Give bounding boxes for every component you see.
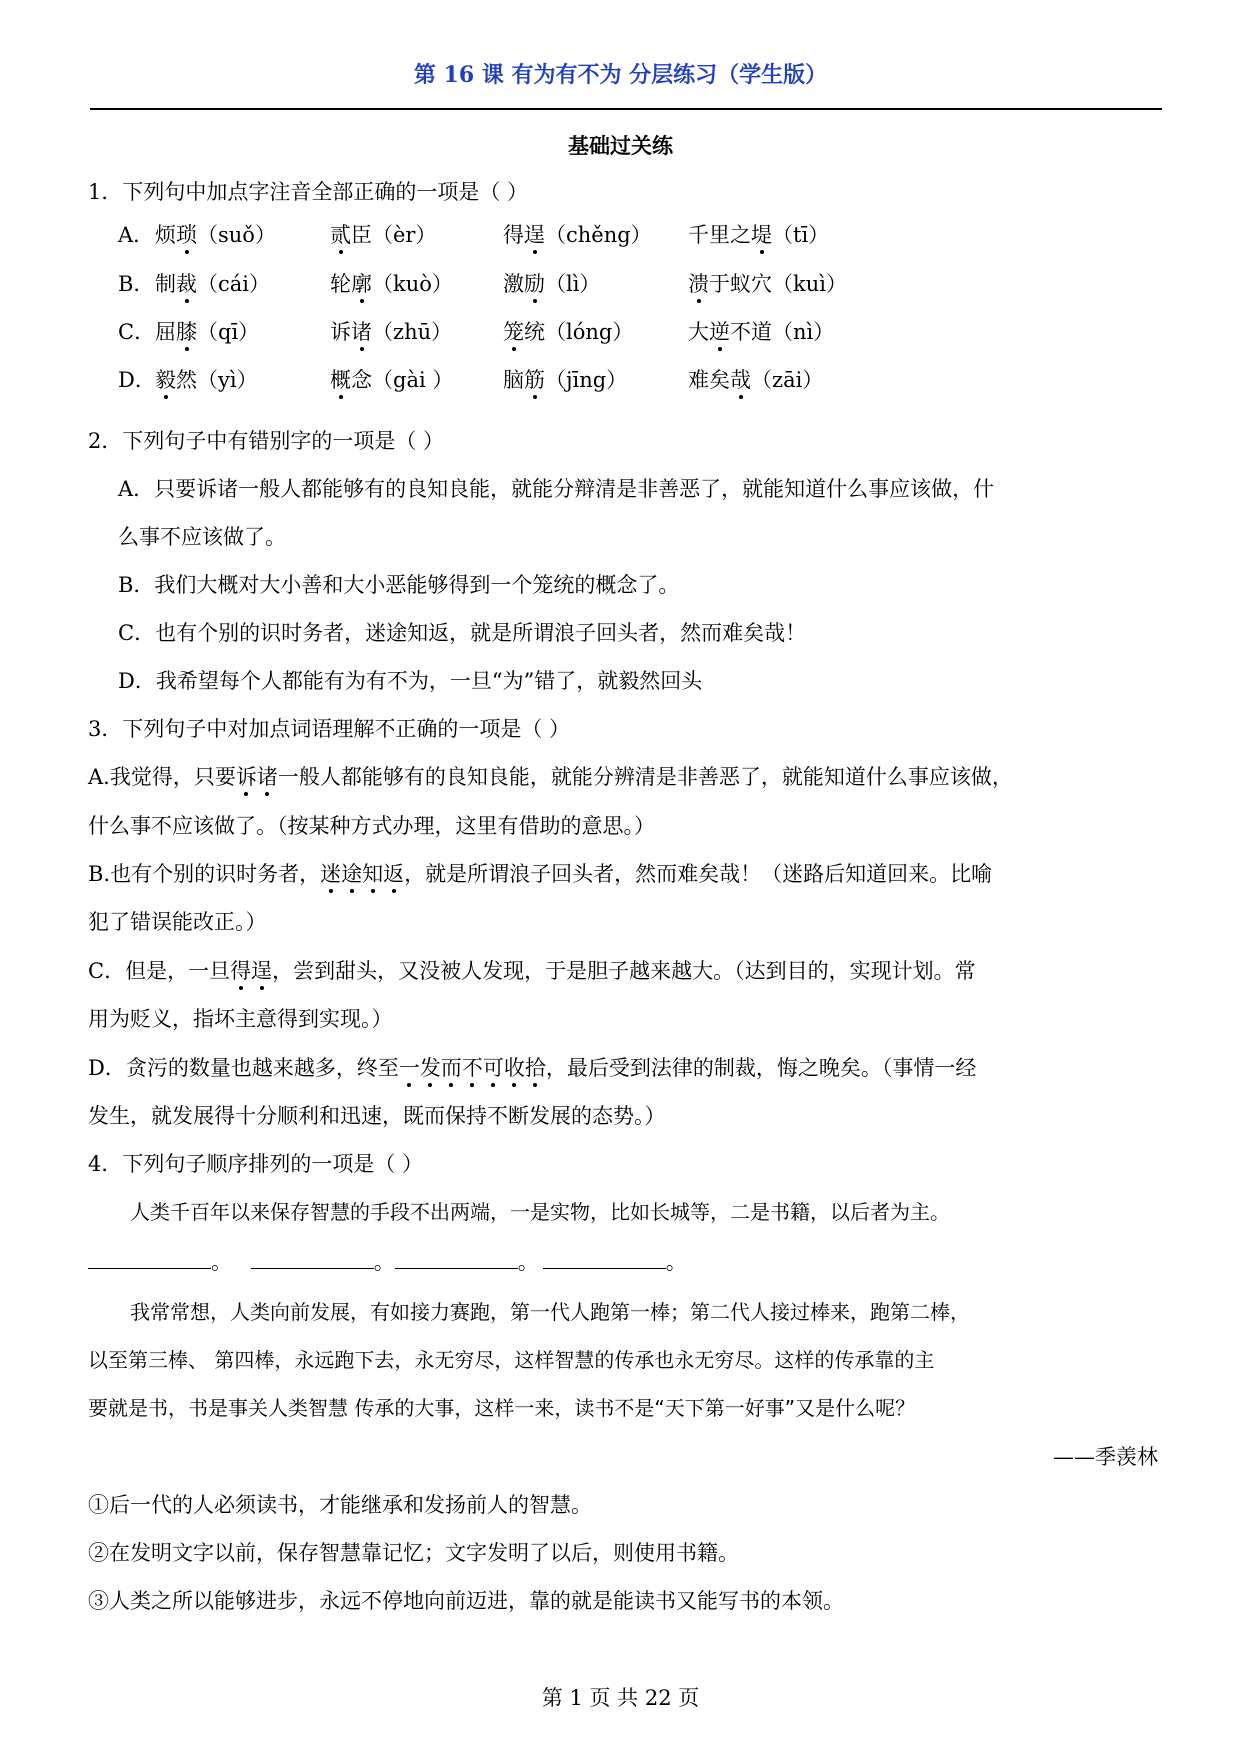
- q3-b-dotted-word: [320, 862, 404, 886]
- q3-d-pre: D．贪污的数量也越来越多，终至: [88, 1056, 399, 1080]
- pinyin: （nì）: [772, 320, 835, 344]
- q1-option-b-word-4: 溃于蚁穴（kuì）: [688, 272, 847, 296]
- pinyin: （gài ）: [372, 368, 454, 392]
- pinyin: （zāi）: [751, 368, 824, 392]
- q3-a-dotted-word: [236, 765, 278, 789]
- q3-option-a-line2: 什么事不应该做了。（按某种方式办理，这里有借助的意思。）: [88, 814, 655, 838]
- q2-option-b: B．我们大概对大小善和大小恶能够得到一个笼统的概念了。: [118, 573, 680, 597]
- q1-option-c-word-3: 笼统（lóng）: [503, 320, 634, 344]
- emphasis-dot-char: 逞: [524, 223, 545, 247]
- pinyin: （jīng）: [545, 368, 628, 392]
- pinyin: （lóng）: [545, 320, 634, 344]
- q4-passage-line1: 人类千百年以来保存智慧的手段不出两端，一是实物，比如长城等，二是书籍，以后者为主。: [130, 1200, 950, 1224]
- page-title: 第 16 课 有为有不为 分层练习（学生版）: [413, 62, 828, 88]
- emphasis-dot-char: 逞: [251, 959, 273, 983]
- emphasis-dot-char: 知: [362, 862, 384, 886]
- q3-option-a-line1: [88, 761, 1013, 791]
- q1-option-a-word-1: 烦琐（suǒ）: [155, 223, 276, 247]
- q1-option-c-word-2: 诉诸（zhū）: [330, 320, 453, 344]
- emphasis-dot-char: 拾: [524, 1056, 546, 1080]
- q3-option-c-line1: [88, 955, 976, 985]
- q3-c-pre: C．但是，一旦: [88, 959, 231, 983]
- q3-d-dotted-word: [399, 1056, 546, 1080]
- q3-c-dotted-word: [230, 959, 272, 983]
- q3-option-b-line1: [88, 858, 992, 888]
- q1-option-d-label: D．: [118, 368, 156, 392]
- emphasis-dot-char: 而: [440, 1056, 462, 1080]
- q3-b-pre: B.也有个别的识时务者，: [88, 862, 321, 886]
- q1-option-b-label: B．: [118, 272, 155, 296]
- q2-option-a-line1: A．只要诉诸一般人都能够有的良知良能，就能分辩清是非善恶了，就能知道什么事应该做，什: [118, 477, 995, 501]
- q1-option-a-word-4: 千里之堤（tī）: [688, 223, 830, 247]
- emphasis-dot-char: 膝: [176, 320, 197, 344]
- pinyin: （cái）: [197, 272, 270, 296]
- emphasis-dot-char: 逆: [709, 320, 730, 344]
- emphasis-dot-char: 发: [419, 1056, 441, 1080]
- q4-passage-line4: 要就是书，书是事关人类智慧 传承的大事，这样一来，读书不是“天下第一好事”又是什么呢？: [88, 1396, 916, 1420]
- emphasis-dot-char: 诉: [235, 765, 257, 789]
- q1-option-d-word-1: 毅然（yì）: [155, 368, 258, 392]
- q3-option-c-line2: 用为贬义，指坏主意得到实现。）: [88, 1007, 393, 1031]
- emphasis-dot-char: 裁: [176, 272, 197, 296]
- emphasis-dot-char: 毅: [155, 368, 176, 392]
- q1-option-c-label: C．: [118, 320, 156, 344]
- pinyin: （yì）: [197, 368, 258, 392]
- pinyin: （qī）: [197, 320, 260, 344]
- q3-a-pre: A.我觉得，只要: [88, 765, 236, 789]
- q4-passage-line3: 以至第三棒、 第四棒，永远跑下去，永无穷尽，这样智慧的传承也永无穷尽。这样的传承靠的主: [88, 1348, 935, 1372]
- answer-blank-1[interactable]: [88, 1250, 211, 1269]
- answer-blank-2[interactable]: [251, 1250, 374, 1269]
- q1-option-b-word-2: 轮廓（kuò）: [330, 272, 453, 296]
- emphasis-dot-char: 廓: [351, 272, 372, 296]
- q2-option-a-line2: 么事不应该做了。: [118, 525, 286, 549]
- emphasis-dot-char: 诸: [256, 765, 278, 789]
- emphasis-dot-char: 琐: [176, 223, 197, 247]
- page-number: 第 1 页 共 22 页: [541, 1686, 700, 1710]
- pinyin: （tī）: [772, 223, 830, 247]
- q1-option-c-word-1: 屈膝（qī）: [155, 320, 260, 344]
- q1-option-b-word-1: 制裁（cái）: [155, 272, 270, 296]
- q1-option-a-word-3: 得逞（chěng）: [503, 223, 652, 247]
- emphasis-dot-char: 可: [482, 1056, 504, 1080]
- emphasis-dot-char: 迷: [320, 862, 342, 886]
- q3-option-b-line2: 犯了错误能改正。）: [88, 910, 267, 934]
- q1-option-b-word-3: 激励（lì）: [503, 272, 601, 296]
- q2-option-d: D．我希望每个人都能有为有不为，一旦“为”错了，就毅然回头: [118, 669, 703, 693]
- q1-option-d-word-4: 难矣哉（zāi）: [688, 368, 824, 392]
- pinyin: （chěng）: [545, 223, 652, 247]
- q1-option-c-word-4: 大逆不道（nì）: [688, 320, 835, 344]
- q4-option-3: ③人类之所以能够进步，永远不停地向前迈进，靠的就是能读书又能写书的本领。: [88, 1589, 844, 1613]
- emphasis-dot-char: 溃: [688, 272, 709, 296]
- q3-c-post: ，尝到甜头，又没被人发现，于是胆子越来越大。（达到目的，实现计划。常: [272, 959, 976, 983]
- emphasis-dot-char: 收: [503, 1056, 525, 1080]
- q2-stem: 2．下列句子中有错别字的一项是（ ）: [88, 429, 445, 453]
- q1-stem: 1．下列句中加点字注音全部正确的一项是（ ）: [88, 180, 529, 204]
- q1-option-d-word-2: 概念（gài ）: [330, 368, 454, 392]
- pinyin: （kuì）: [772, 272, 847, 296]
- q1-option-a-label: A．: [118, 223, 155, 247]
- emphasis-dot-char: 筋: [524, 368, 545, 392]
- q4-stem: 4．下列句子顺序排列的一项是（ ）: [88, 1152, 424, 1176]
- q1-option-d-word-3: 脑筋（jīng）: [503, 368, 628, 392]
- q3-option-d-line1: [88, 1052, 976, 1082]
- pinyin: （lì）: [545, 272, 601, 296]
- emphasis-dot-char: 笼: [503, 320, 524, 344]
- emphasis-dot-char: 途: [341, 862, 363, 886]
- q4-blanks: 。 。 。 。: [88, 1246, 687, 1276]
- emphasis-dot-char: 一: [398, 1056, 420, 1080]
- q4-passage-line2: 我常常想，人类向前发展，有如接力赛跑，第一代人跑第一棒；第二代人接过棒来，跑第二棒，: [130, 1300, 970, 1324]
- q3-b-post: ，就是所谓浪子回头者，然而难矣哉！（迷路后知道回来。比喻: [404, 862, 993, 886]
- q3-d-post: ，最后受到法律的制裁，悔之晚矣。（事情一经: [545, 1056, 977, 1080]
- answer-blank-3[interactable]: [395, 1250, 518, 1269]
- q3-option-d-line2: 发生，就发展得十分顺利和迅速，既而保持不断发展的态势。）: [88, 1104, 666, 1128]
- emphasis-dot-char: 不: [461, 1056, 483, 1080]
- answer-blank-4[interactable]: [543, 1250, 666, 1269]
- emphasis-dot-char: 概: [330, 368, 351, 392]
- pinyin: （zhū）: [372, 320, 453, 344]
- q4-author: ——季羡林: [1053, 1445, 1158, 1469]
- header-rule: [90, 108, 1162, 110]
- q4-option-1: ①后一代的人必须读书，才能继承和发扬前人的智慧。: [88, 1493, 592, 1517]
- q4-option-2: ②在发明文字以前，保存智慧靠记忆；文字发明了以后，则使用书籍。: [88, 1541, 739, 1565]
- emphasis-dot-char: 返: [383, 862, 405, 886]
- pinyin: （èr）: [372, 223, 437, 247]
- emphasis-dot-char: 诸: [351, 320, 372, 344]
- q3-a-post: 一般人都能够有的良知良能，就能分辨清是非善恶了，就能知道什么事应该做，: [277, 765, 1013, 789]
- emphasis-dot-char: 贰: [330, 223, 351, 247]
- emphasis-dot-char: 堤: [751, 223, 772, 247]
- pinyin: （kuò）: [372, 272, 453, 296]
- q3-stem: 3．下列句子中对加点词语理解不正确的一项是（ ）: [88, 717, 571, 741]
- pinyin: （suǒ）: [197, 223, 276, 247]
- q1-option-a-word-2: 贰臣（èr）: [330, 223, 437, 247]
- emphasis-dot-char: 励: [524, 272, 545, 296]
- emphasis-dot-char: 得: [230, 959, 252, 983]
- emphasis-dot-char: 哉: [730, 368, 751, 392]
- section-title: 基础过关练: [568, 133, 673, 158]
- q2-option-c: C．也有个别的识时务者，迷途知返，就是所谓浪子回头者，然而难矣哉！: [118, 621, 807, 645]
